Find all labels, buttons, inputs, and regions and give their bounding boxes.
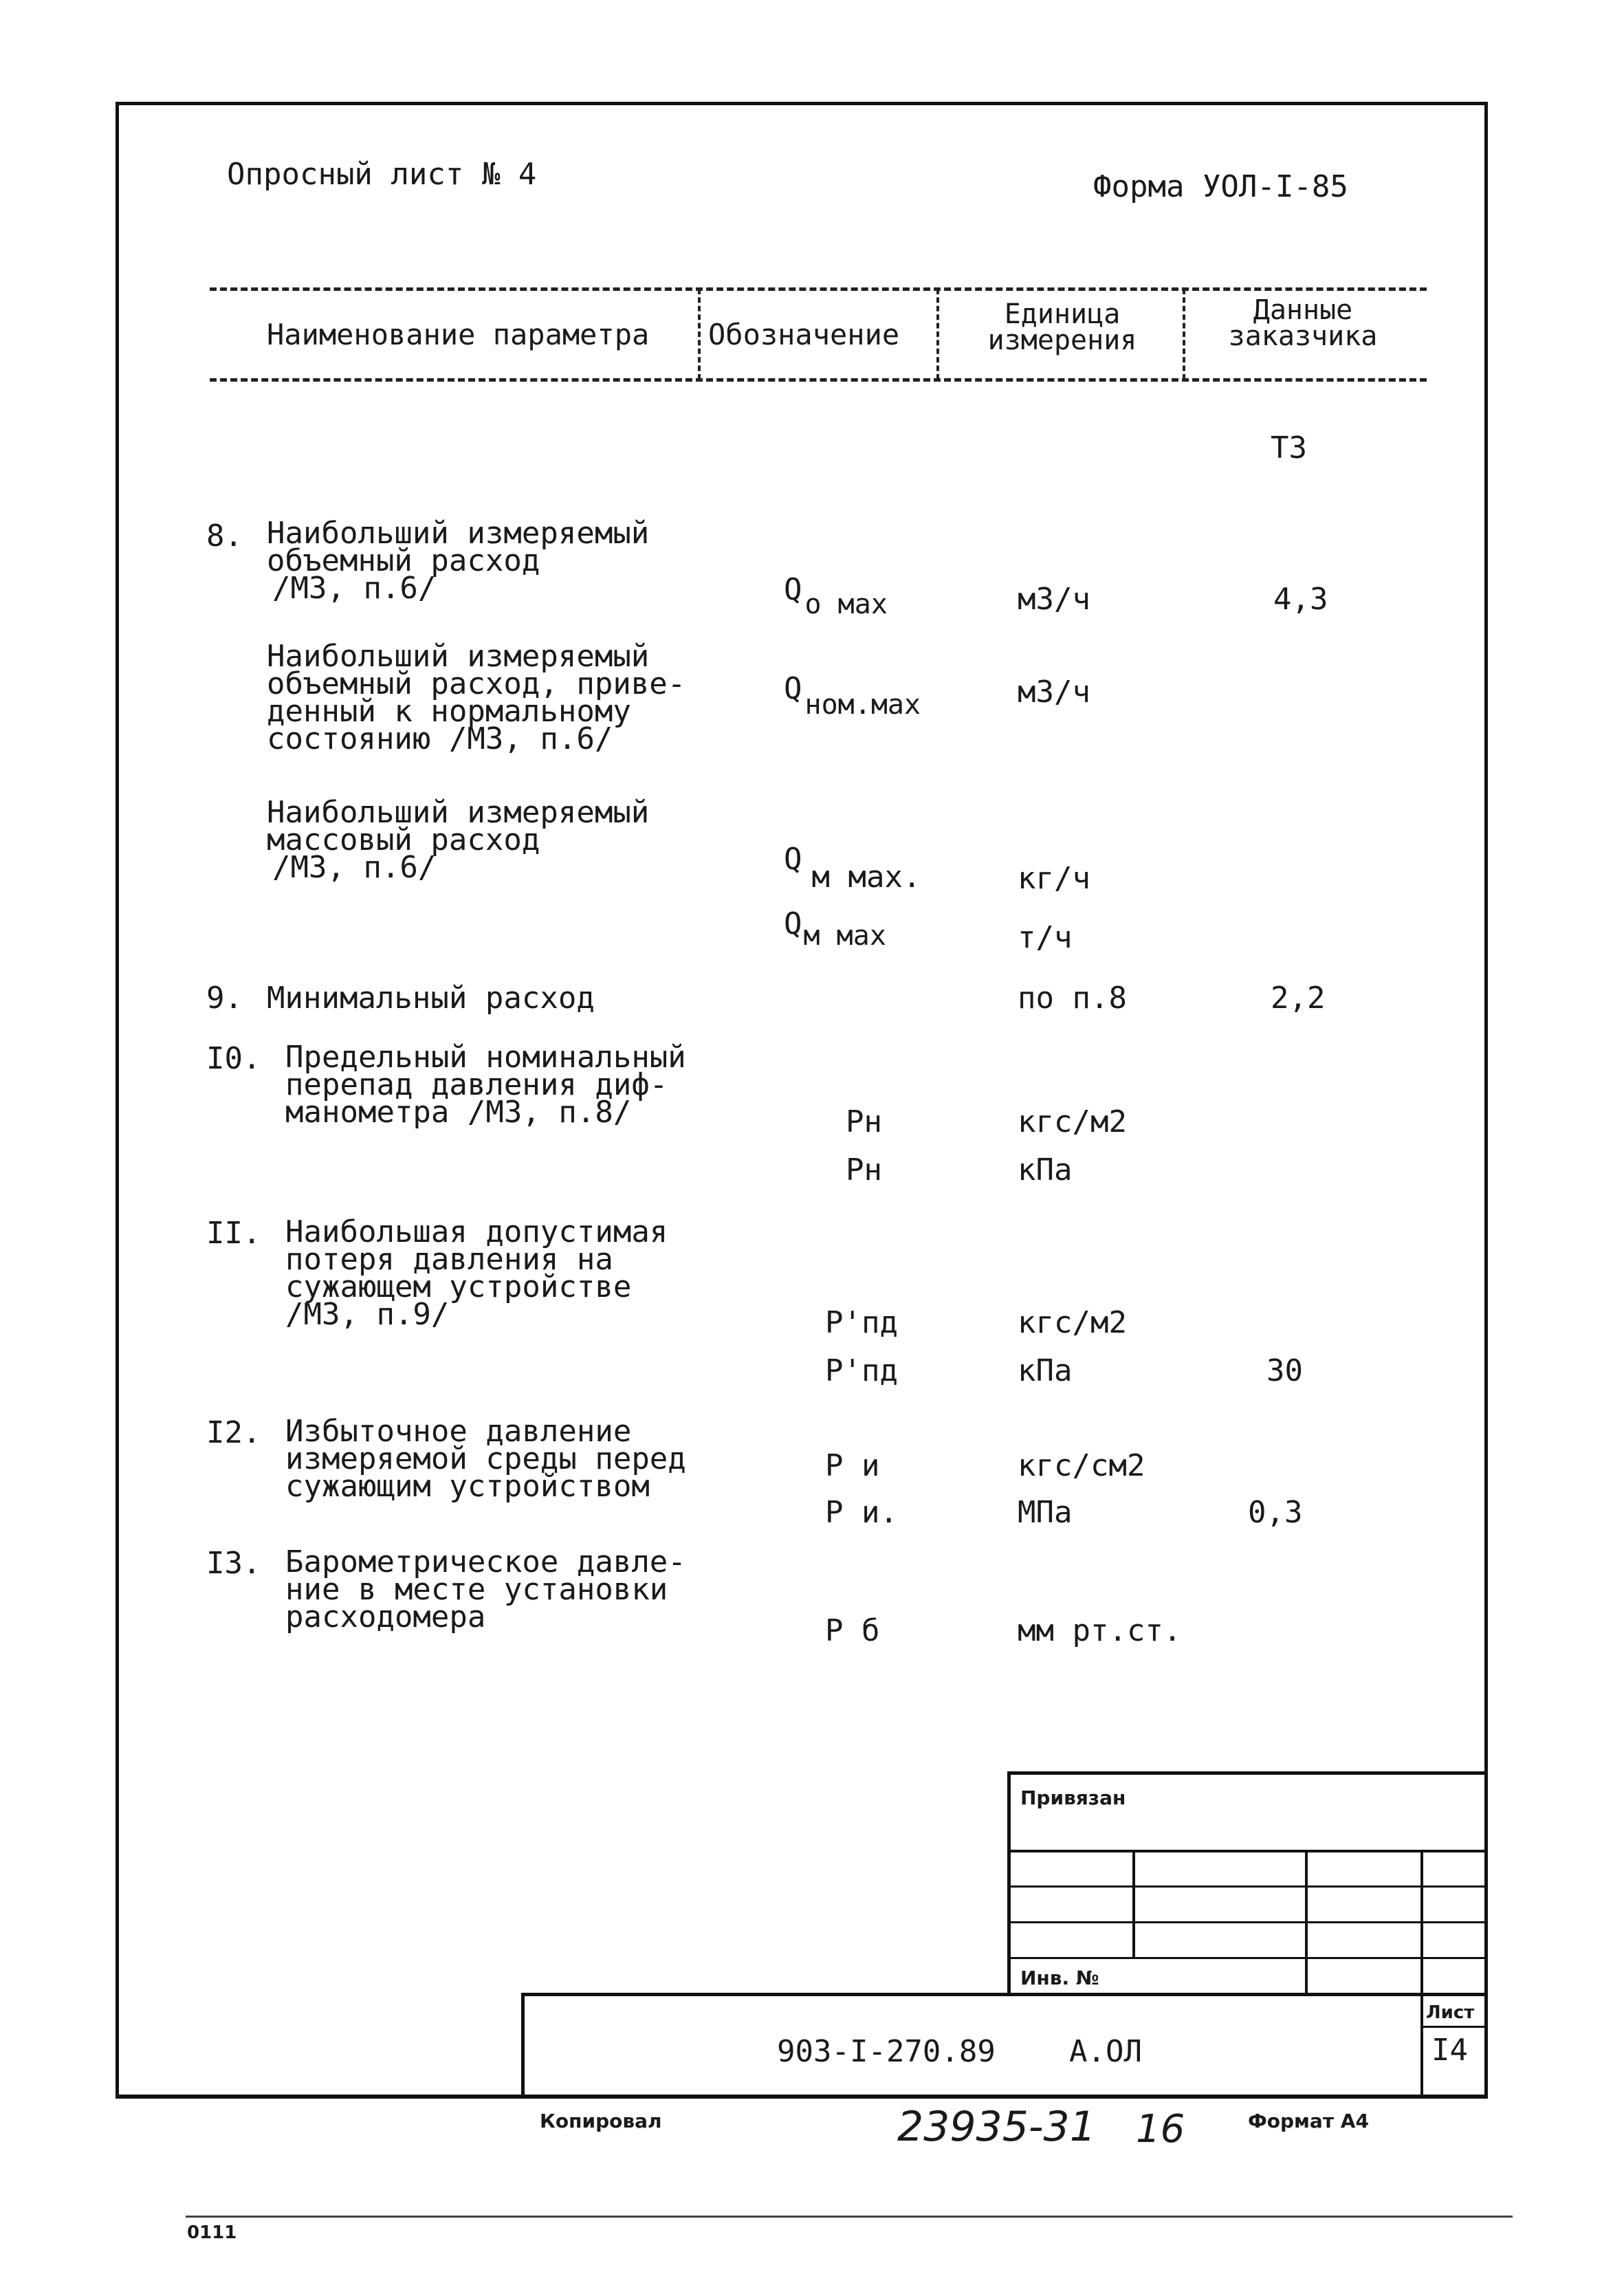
header-top-rule bbox=[210, 287, 1427, 291]
unit: МПа bbox=[1018, 1495, 1073, 1530]
param-line: Наибольший измеряемый bbox=[267, 516, 650, 551]
header-divider bbox=[698, 289, 701, 380]
customer-value: 0,3 bbox=[1248, 1495, 1303, 1530]
symbol bbox=[784, 671, 921, 721]
symbol: Р'пд bbox=[825, 1305, 898, 1340]
header-bottom-rule bbox=[210, 378, 1427, 382]
symbol-sub: м мах bbox=[803, 920, 886, 952]
symbol-base: Q bbox=[784, 671, 802, 706]
customer-value: 30 bbox=[1266, 1353, 1303, 1388]
sheet-label: Лист bbox=[1426, 2002, 1475, 2023]
stamp-line bbox=[1420, 1850, 1423, 1993]
param-line: Предельный номинальный bbox=[285, 1040, 686, 1075]
project-suffix: А.ОЛ bbox=[1069, 2034, 1142, 2069]
col-header-unit-line2: измерения bbox=[987, 325, 1137, 356]
param-label bbox=[267, 795, 650, 885]
param-label bbox=[285, 1040, 686, 1130]
symbol: Р б bbox=[825, 1613, 880, 1648]
col-header-param: Наименование параметра bbox=[267, 318, 650, 351]
col-header-unit-line1: Единица bbox=[1004, 298, 1121, 330]
param-line: объемный расход, приве- bbox=[267, 666, 686, 701]
unit: кгс/м2 bbox=[1018, 1104, 1127, 1139]
stamp-line bbox=[1420, 1993, 1423, 2099]
customer-value: 2,2 bbox=[1271, 981, 1326, 1016]
symbol bbox=[784, 572, 888, 620]
param-line: потеря давления на bbox=[285, 1242, 613, 1277]
symbol-base: Q bbox=[784, 572, 802, 607]
format-label: Формат А4 bbox=[1248, 2110, 1369, 2132]
symbol: Рн bbox=[846, 1152, 882, 1188]
item-number: 9. bbox=[206, 981, 243, 1016]
handwritten-number: 23935-31 bbox=[897, 2103, 1096, 2151]
stamp-line bbox=[1007, 1771, 1488, 1775]
col-header-data bbox=[1200, 294, 1406, 352]
stamp-line bbox=[1420, 2026, 1488, 2028]
stamp-line bbox=[521, 1993, 1488, 1996]
symbol-base: Q bbox=[784, 842, 802, 877]
col-header-data-line2: заказчика bbox=[1228, 320, 1378, 352]
col-header-unit bbox=[952, 298, 1172, 356]
stamp-line bbox=[1007, 1885, 1488, 1888]
param-line: манометра /МЗ, п.8/ bbox=[285, 1095, 632, 1130]
item-number: I3. bbox=[206, 1546, 261, 1581]
param-line: объемный расход bbox=[267, 543, 540, 578]
item-number: II. bbox=[206, 1216, 261, 1251]
symbol: Р и bbox=[825, 1448, 880, 1483]
survey-title: Опросный лист № 4 bbox=[227, 157, 537, 192]
stamp-line bbox=[1132, 1850, 1135, 1957]
param-label bbox=[285, 1544, 686, 1635]
handwritten-number: 16 bbox=[1136, 2107, 1185, 2152]
symbol bbox=[784, 906, 886, 952]
symbol-sub: о мах bbox=[804, 589, 888, 620]
param-line: ние в месте установки bbox=[285, 1572, 668, 1607]
sheet-number: I4 bbox=[1431, 2033, 1468, 2068]
param-label bbox=[285, 1414, 686, 1504]
unit: кгс/м2 bbox=[1018, 1305, 1127, 1340]
unit: т/ч bbox=[1018, 920, 1073, 955]
param-label: Минимальный расход bbox=[267, 981, 595, 1016]
unit: по п.8 bbox=[1018, 981, 1127, 1016]
param-label bbox=[267, 639, 686, 756]
stamp-line bbox=[1007, 1957, 1488, 1959]
bottom-rule bbox=[186, 2216, 1513, 2218]
param-line: массовый расход bbox=[267, 822, 540, 857]
param-line: Барометрическое давле- bbox=[285, 1544, 686, 1579]
reference-tz: ТЗ bbox=[1271, 430, 1307, 466]
header-divider bbox=[936, 289, 939, 380]
col-header-symbol: Обозначение bbox=[708, 318, 900, 351]
symbol-base: Q bbox=[784, 906, 802, 941]
stamp-line bbox=[1305, 1850, 1308, 1993]
corner-code: 0111 bbox=[187, 2222, 237, 2243]
symbol-sub: м мах. bbox=[811, 860, 921, 895]
unit: кг/ч bbox=[1018, 861, 1090, 896]
item-number: I0. bbox=[206, 1041, 261, 1076]
unit: кгс/см2 bbox=[1018, 1448, 1145, 1483]
stamp-line bbox=[1007, 1771, 1011, 1993]
param-line: денный к нормальному bbox=[267, 694, 631, 729]
symbol-sub: ном.мах bbox=[804, 689, 921, 721]
param-line: Наибольший измеряемый bbox=[267, 795, 650, 830]
unit: м3/ч bbox=[1018, 582, 1090, 617]
stamp-privyazan: Привязан bbox=[1020, 1786, 1126, 1809]
param-line: сужающим устройством bbox=[285, 1469, 650, 1504]
param-line: измеряемой среды перед bbox=[285, 1441, 686, 1476]
param-line: Наибольший измеряемый bbox=[267, 639, 650, 674]
unit: м3/ч bbox=[1018, 675, 1090, 710]
param-line: Наибольшая допустимая bbox=[285, 1214, 668, 1249]
stamp-line bbox=[1007, 1850, 1488, 1852]
form-code: Форма УОЛ-I-85 bbox=[1093, 169, 1348, 204]
header-divider bbox=[1183, 289, 1185, 380]
unit: кПа bbox=[1018, 1152, 1073, 1188]
symbol: Р'пд bbox=[825, 1353, 898, 1388]
param-line: Избыточное давление bbox=[285, 1414, 632, 1449]
param-line: /МЗ, п.9/ bbox=[285, 1297, 450, 1332]
stamp-line bbox=[1007, 1921, 1488, 1923]
stamp-line bbox=[521, 1993, 525, 2099]
symbol: Рн bbox=[846, 1104, 882, 1139]
unit: кПа bbox=[1018, 1353, 1073, 1388]
param-label bbox=[267, 516, 650, 606]
symbol: Р и. bbox=[825, 1495, 898, 1530]
item-number: 8. bbox=[206, 518, 243, 554]
param-line: перепад давления диф- bbox=[285, 1067, 668, 1102]
param-line: /МЗ, п.6/ bbox=[272, 850, 437, 885]
param-line: /МЗ, п.6/ bbox=[272, 571, 437, 606]
symbol bbox=[784, 842, 921, 895]
col-header-data-line1: Данные bbox=[1253, 294, 1353, 326]
param-line: расходомера bbox=[285, 1599, 486, 1635]
customer-value: 4,3 bbox=[1273, 582, 1328, 617]
project-code: 903-I-270.89 bbox=[777, 2034, 996, 2069]
param-line: сужающем устройстве bbox=[285, 1269, 632, 1304]
param-line: состоянию /МЗ, п.6/ bbox=[267, 721, 613, 756]
unit: мм рт.ст. bbox=[1018, 1613, 1182, 1648]
stamp-inv-no: Инв. № bbox=[1020, 1967, 1099, 1989]
copied-by-label: Копировал bbox=[540, 2110, 662, 2132]
item-number: I2. bbox=[206, 1415, 261, 1450]
param-label bbox=[285, 1214, 668, 1332]
